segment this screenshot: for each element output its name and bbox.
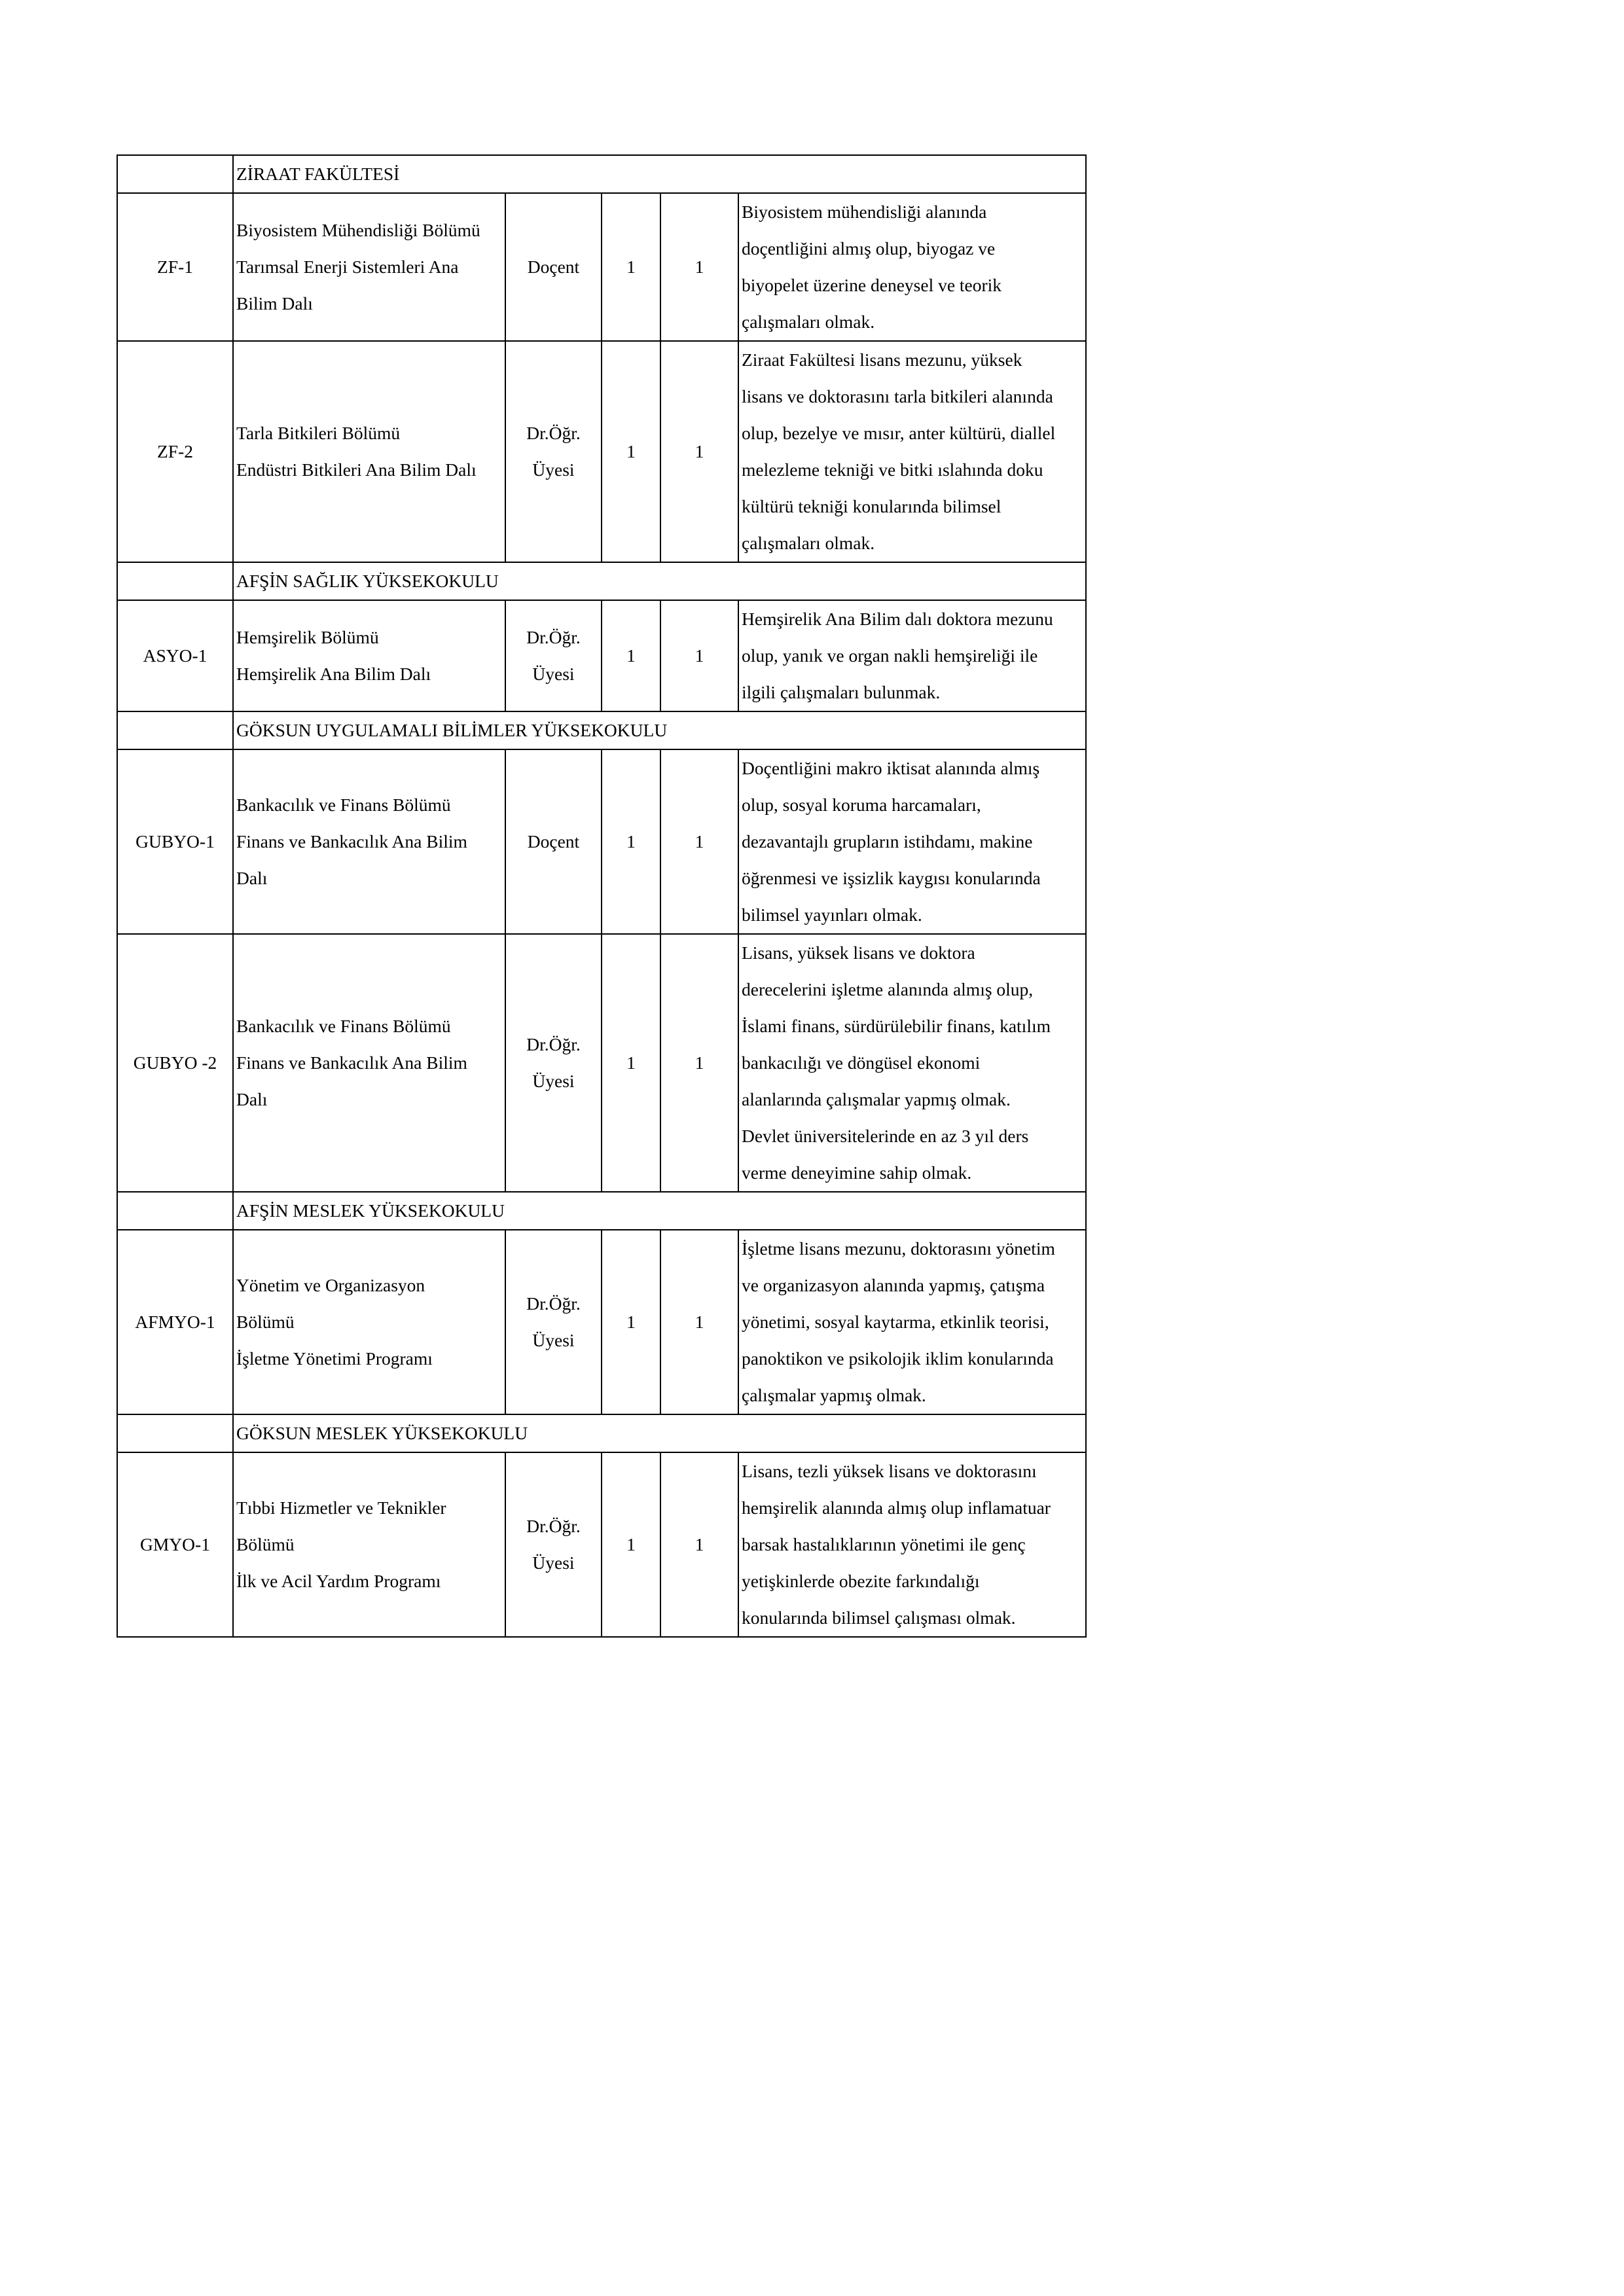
position-row <box>117 341 1086 562</box>
requirements-line: ve organizasyon alanında yapmış, çatışma <box>742 1275 1045 1295</box>
position-row <box>117 934 1086 1192</box>
department-line: Endüstri Bitkileri Ana Bilim Dalı <box>236 459 477 480</box>
position-row <box>117 749 1086 934</box>
academic-title-line: Üyesi <box>532 1552 575 1573</box>
requirements-line: Lisans, tezli yüksek lisans ve doktorasını <box>742 1461 1037 1481</box>
academic-title-line: Dr.Öğr. <box>526 1034 581 1054</box>
department-line: Finans ve Bankacılık Ana Bilim <box>236 1052 467 1073</box>
requirements-cell <box>738 749 1086 934</box>
department-line: Biyosistem Mühendisliği Bölümü <box>236 220 480 240</box>
position-count: 1 <box>660 749 738 934</box>
requirements-line: Ziraat Fakültesi lisans mezunu, yüksek <box>742 350 1022 370</box>
requirements-cell <box>738 193 1086 341</box>
department-line: Bilim Dalı <box>236 293 313 314</box>
requirements-cell <box>738 934 1086 1192</box>
position-count: 1 <box>660 341 738 562</box>
position-code: GUBYO-1 <box>117 749 233 934</box>
requirements-line: bankacılığı ve döngüsel ekonomi <box>742 1052 981 1073</box>
requirements-cell <box>738 341 1086 562</box>
section-row <box>117 1414 1086 1452</box>
section-row <box>117 1192 1086 1230</box>
academic-title-line: Üyesi <box>532 459 575 480</box>
department-line: Finans ve Bankacılık Ana Bilim <box>236 831 467 852</box>
academic-title-line: Doçent <box>527 831 580 852</box>
requirements-line: biyopelet üzerine deneysel ve teorik <box>742 275 1002 295</box>
department-cell <box>233 341 505 562</box>
position-code: GMYO-1 <box>117 1452 233 1637</box>
requirements-line: barsak hastalıklarının yönetimi ile genç <box>742 1534 1026 1554</box>
requirements-line: yönetimi, sosyal kaytarma, etkinlik teorisi, <box>742 1312 1049 1332</box>
position-row <box>117 1230 1086 1414</box>
position-count: 1 <box>602 749 660 934</box>
department-line: Bölümü <box>236 1534 295 1554</box>
academic-title-cell <box>505 193 602 341</box>
section-title: GÖKSUN MESLEK YÜKSEKOKULU <box>233 1414 1086 1452</box>
position-count: 1 <box>602 1230 660 1414</box>
requirements-line: çalışmaları olmak. <box>742 533 875 553</box>
department-line: Tıbbi Hizmetler ve Teknikler <box>236 1498 446 1518</box>
requirements-line: çalışmalar yapmış olmak. <box>742 1385 926 1405</box>
requirements-line: Hemşirelik Ana Bilim dalı doktora mezunu <box>742 609 1053 629</box>
section-code-cell <box>117 711 233 749</box>
department-line: Hemşirelik Bölümü <box>236 627 379 647</box>
requirements-line: bilimsel yayınları olmak. <box>742 905 922 925</box>
requirements-line: öğrenmesi ve işsizlik kaygısı konularında <box>742 868 1041 888</box>
department-line: Tarımsal Enerji Sistemleri Ana <box>236 257 459 277</box>
department-line: Dalı <box>236 868 268 888</box>
position-code: ZF-2 <box>117 341 233 562</box>
academic-title-line: Üyesi <box>532 664 575 684</box>
position-row <box>117 193 1086 341</box>
position-count: 1 <box>660 1452 738 1637</box>
section-title: ZİRAAT FAKÜLTESİ <box>233 155 1086 193</box>
requirements-line: panoktikon ve psikolojik iklim konularında <box>742 1348 1054 1369</box>
department-cell <box>233 600 505 711</box>
section-code-cell <box>117 1414 233 1452</box>
position-row <box>117 600 1086 711</box>
academic-title-cell <box>505 1452 602 1637</box>
position-code: GUBYO -2 <box>117 934 233 1192</box>
position-code: ASYO-1 <box>117 600 233 711</box>
department-line: Bankacılık ve Finans Bölümü <box>236 795 451 815</box>
academic-title-line: Üyesi <box>532 1071 575 1091</box>
department-cell <box>233 1230 505 1414</box>
position-row <box>117 1452 1086 1637</box>
requirements-line: dezavantajlı grupların istihdamı, makine <box>742 831 1033 852</box>
section-title: AFŞİN SAĞLIK YÜKSEKOKULU <box>233 562 1086 600</box>
requirements-line: olup, yanık ve organ nakli hemşireliği ile <box>742 645 1038 666</box>
academic-title-cell <box>505 749 602 934</box>
department-line: İlk ve Acil Yardım Programı <box>236 1571 441 1591</box>
positions-table-body <box>117 155 1086 1637</box>
department-line: Yönetim ve Organizasyon <box>236 1275 425 1295</box>
academic-title-cell <box>505 934 602 1192</box>
academic-title-line: Dr.Öğr. <box>526 627 581 647</box>
requirements-line: konularında bilimsel çalışması olmak. <box>742 1607 1016 1628</box>
department-line: Tarla Bitkileri Bölümü <box>236 423 401 443</box>
requirements-cell <box>738 600 1086 711</box>
requirements-line: lisans ve doktorasını tarla bitkileri alanında <box>742 386 1053 406</box>
position-code: AFMYO-1 <box>117 1230 233 1414</box>
position-count: 1 <box>660 193 738 341</box>
academic-title-cell <box>505 600 602 711</box>
requirements-line: alanlarında çalışmalar yapmış olmak. <box>742 1089 1011 1109</box>
requirements-line: çalışmaları olmak. <box>742 312 875 332</box>
requirements-line: kültürü tekniği konularında bilimsel <box>742 496 1001 516</box>
section-row <box>117 155 1086 193</box>
department-line: Hemşirelik Ana Bilim Dalı <box>236 664 431 684</box>
requirements-line: melezleme tekniği ve bitki ıslahında doku <box>742 459 1043 480</box>
position-count: 1 <box>602 193 660 341</box>
academic-title-line: Dr.Öğr. <box>526 1516 581 1536</box>
department-cell <box>233 934 505 1192</box>
requirements-cell <box>738 1452 1086 1637</box>
position-code: ZF-1 <box>117 193 233 341</box>
requirements-line: olup, bezelye ve mısır, anter kültürü, diallel <box>742 423 1056 443</box>
department-line: İşletme Yönetimi Programı <box>236 1348 433 1369</box>
position-count: 1 <box>602 1452 660 1637</box>
requirements-line: hemşirelik alanında almış olup inflamatuar <box>742 1498 1051 1518</box>
department-line: Dalı <box>236 1089 268 1109</box>
position-count: 1 <box>602 600 660 711</box>
academic-title-cell <box>505 341 602 562</box>
academic-title-cell <box>505 1230 602 1414</box>
requirements-line: yetişkinlerde obezite farkındalığı <box>742 1571 980 1591</box>
section-title: AFŞİN MESLEK YÜKSEKOKULU <box>233 1192 1086 1230</box>
requirements-line: ilgili çalışmaları bulunmak. <box>742 682 941 702</box>
academic-title-line: Üyesi <box>532 1330 575 1350</box>
academic-title-line: Dr.Öğr. <box>526 1293 581 1314</box>
position-count: 1 <box>602 934 660 1192</box>
requirements-line: Lisans, yüksek lisans ve doktora <box>742 942 975 963</box>
requirements-line: verme deneyimine sahip olmak. <box>742 1162 972 1183</box>
academic-title-line: Dr.Öğr. <box>526 423 581 443</box>
section-row <box>117 562 1086 600</box>
department-cell <box>233 193 505 341</box>
department-cell <box>233 749 505 934</box>
requirements-line: Doçentliğini makro iktisat alanında almış <box>742 758 1040 778</box>
section-code-cell <box>117 562 233 600</box>
requirements-line: Devlet üniversitelerinde en az 3 yıl ders <box>742 1126 1029 1146</box>
position-count: 1 <box>602 341 660 562</box>
section-code-cell <box>117 155 233 193</box>
requirements-line: İslami finans, sürdürülebilir finans, katılım <box>742 1016 1051 1036</box>
section-row <box>117 711 1086 749</box>
department-line: Bölümü <box>236 1312 295 1332</box>
requirements-line: Biyosistem mühendisliği alanında <box>742 202 987 222</box>
position-count: 1 <box>660 600 738 711</box>
position-count: 1 <box>660 1230 738 1414</box>
requirements-line: derecelerini işletme alanında almış olup, <box>742 979 1034 999</box>
department-line: Bankacılık ve Finans Bölümü <box>236 1016 451 1036</box>
requirements-cell <box>738 1230 1086 1414</box>
department-cell <box>233 1452 505 1637</box>
requirements-line: doçentliğini almış olup, biyogaz ve <box>742 238 996 259</box>
positions-table <box>117 154 1087 1638</box>
section-code-cell <box>117 1192 233 1230</box>
requirements-line: İşletme lisans mezunu, doktorasını yönetim <box>742 1238 1055 1259</box>
academic-title-line: Doçent <box>527 257 580 277</box>
requirements-line: olup, sosyal koruma harcamaları, <box>742 795 981 815</box>
position-count: 1 <box>660 934 738 1192</box>
section-title: GÖKSUN UYGULAMALI BİLİMLER YÜKSEKOKULU <box>233 711 1086 749</box>
